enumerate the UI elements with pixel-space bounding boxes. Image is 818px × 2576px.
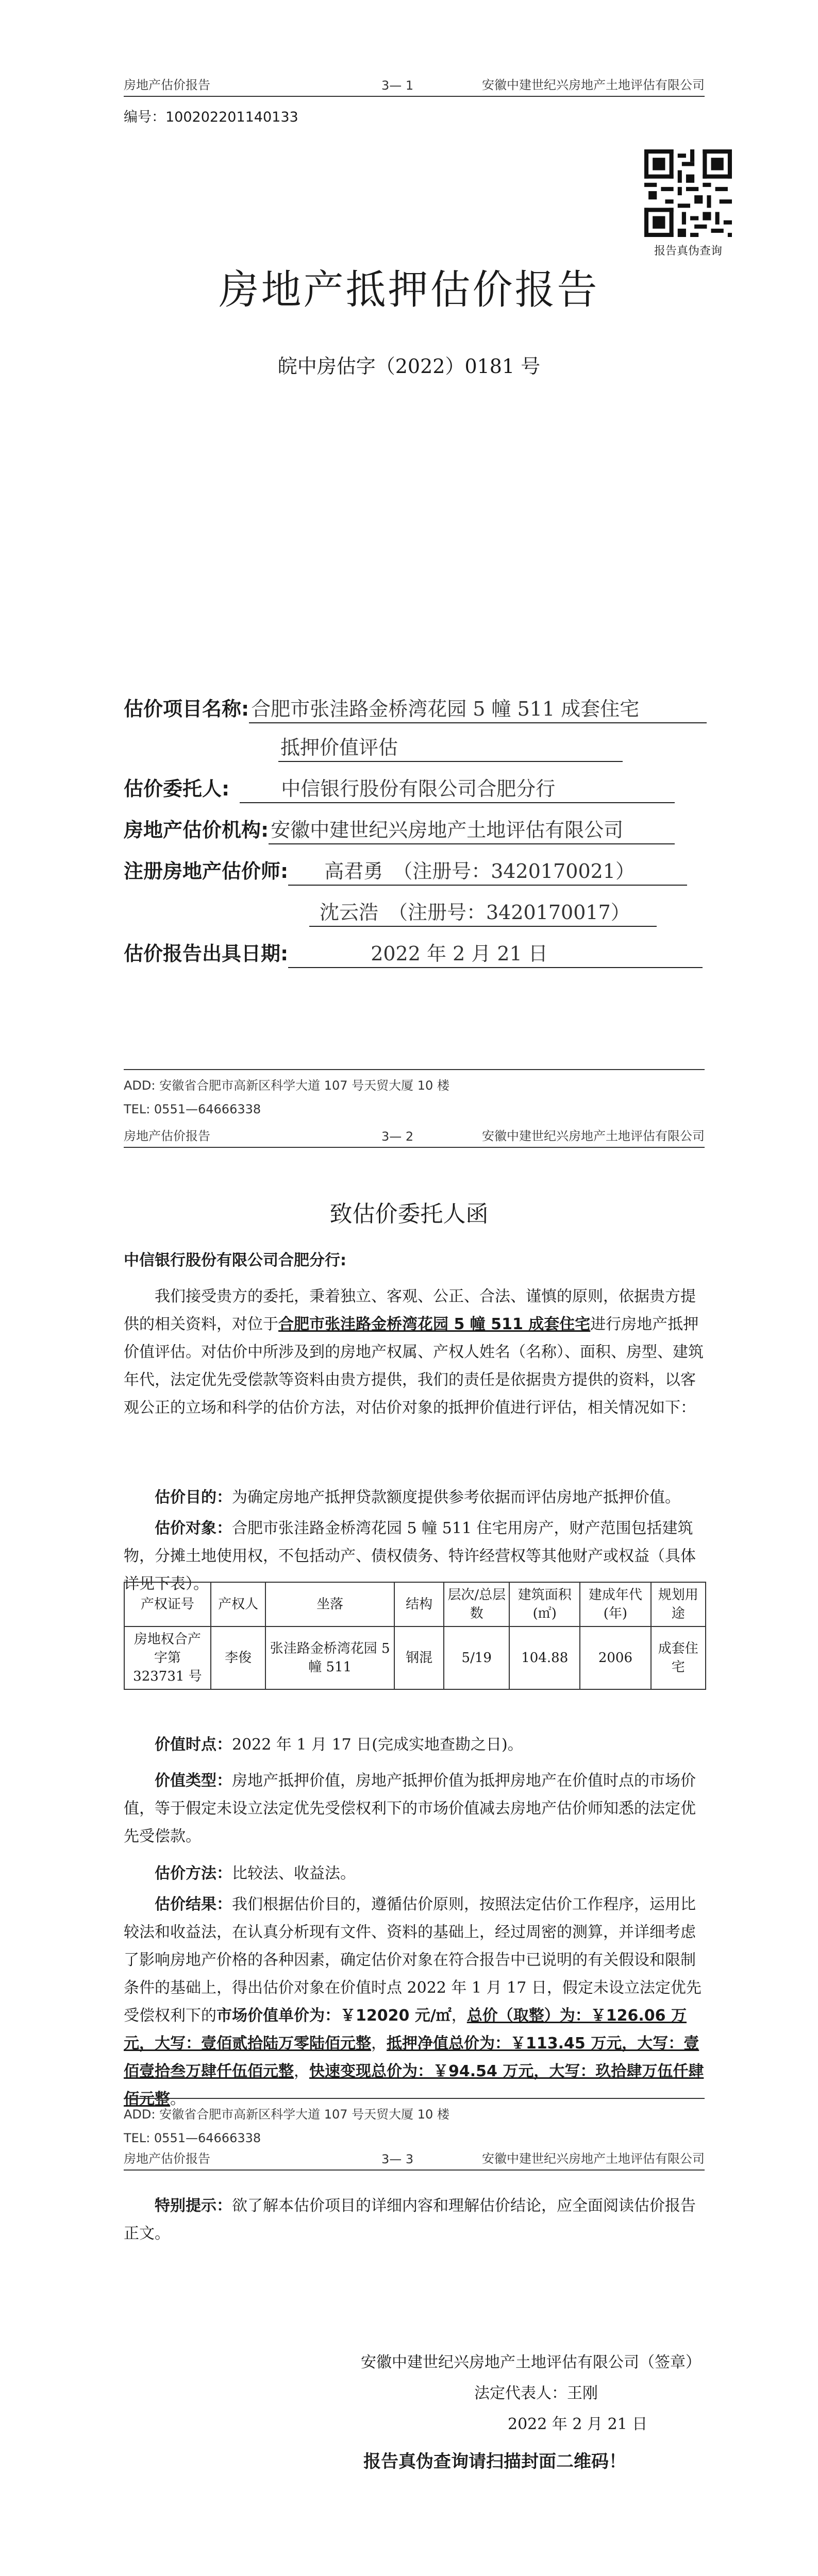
page-header — [124, 77, 705, 97]
table-header: 层次/总层数 — [444, 1582, 509, 1626]
purpose-paragraph — [124, 1484, 706, 1512]
table-cell: 2006 — [580, 1626, 650, 1689]
client-label: 估价委托人: — [124, 777, 230, 800]
issue-date-value: 2022 年 2 月 21 日 — [288, 938, 703, 968]
intro-text-a: 我们接受贵方的委托，秉着独立、客观、公正、合法、谨慎的原则，依据贵方提供的相关资料，对位于 — [124, 1287, 696, 1333]
table-header: 产权人 — [211, 1582, 265, 1626]
footer-tel: TEL: 0551—64666338 — [124, 2131, 261, 2145]
agency-label: 房地产估价机构: — [124, 819, 269, 841]
table-header: 规划用途 — [651, 1582, 706, 1626]
intro-text-c: 进行房地产抵押价值评估。对估价中所涉及到的房地产权属、产权人姓名（名称）、面积、房型、建筑年代，法定优先受偿款等资料由贵方提供，我们的责任是依据贵方提供的资料，以客观公正的立场和科学的估价方法，对估价对象的抵押价值进行评估，相关情况如下： — [124, 1315, 704, 1417]
table-cell: 5/19 — [444, 1626, 509, 1689]
recipient-name: 中信银行股份有限公司合肥分行: — [124, 1251, 346, 1269]
object-text: 合肥市张洼路金桥湾花园 5 幢 511 住宅用房产，财产范围包括建筑物，分摊土地使用权，不包括动产、债权债务、特许经营权等其他财产或权益（具体详见下表）。 — [124, 1519, 696, 1593]
project-name-value-2: 抵押价值评估 — [278, 732, 623, 762]
project-name-label: 估价项目名称: — [124, 698, 249, 720]
report-reference-number: 皖中房估字（2022）0181 号 — [277, 355, 541, 378]
signing-date: 2022 年 2 月 21 日 — [508, 2415, 648, 2433]
header-page-number: 3— 1 — [381, 78, 414, 93]
table-cell: 成套住宅 — [651, 1626, 706, 1689]
signing-company: 安徽中建世纪兴房地产土地评估有限公司（签章） — [361, 2353, 701, 2371]
qr-caption: 报告真伪查询 — [654, 245, 722, 258]
notice-paragraph — [124, 2192, 706, 2248]
verification-note: 报告真伪查询请扫描封面二维码！ — [363, 2451, 626, 2472]
header-page-number: 3— 3 — [381, 2152, 414, 2166]
table-cell: 李俊 — [211, 1626, 265, 1689]
method-paragraph — [124, 1860, 706, 1888]
result-net-value: 抵押净值总价为：￥113.45 万元，大写：壹佰壹拾叁万肆仟伍佰元整 — [124, 2035, 699, 2080]
intro-subject: 合肥市张洼路金桥湾花园 5 幢 511 成套住宅 — [278, 1315, 591, 1333]
header-right: 安徽中建世纪兴房地产土地评估有限公司 — [482, 78, 705, 92]
property-table — [124, 1582, 706, 1690]
page-footer — [124, 2098, 705, 2146]
report-title: 房地产抵押估价报告 — [219, 267, 599, 313]
cover-page — [0, 0, 818, 1128]
method-label: 估价方法： — [155, 1865, 232, 1883]
value-date-label: 价值时点： — [155, 1736, 232, 1754]
method-text: 比较法、收益法。 — [232, 1865, 356, 1883]
header-right: 安徽中建世纪兴房地产土地评估有限公司 — [482, 2151, 705, 2166]
footer-address: ADD: 安徽省合肥市高新区科学大道 107 号天贸大厦 10 楼 — [124, 2107, 449, 2122]
table-header: 建筑面积(㎡) — [509, 1582, 580, 1626]
footer-address: ADD: 安徽省合肥市高新区科学大道 107 号天贸大厦 10 楼 — [124, 1078, 449, 1093]
header-page-number: 3— 2 — [381, 1129, 414, 1144]
purpose-label: 估价目的： — [155, 1488, 232, 1506]
document-number: 编号：100202201140133 — [124, 109, 298, 125]
letter-title: 致估价委托人函 — [329, 1201, 489, 1227]
table-cell: 104.88 — [509, 1626, 580, 1689]
value-date-text: 2022 年 1 月 17 日(完成实地查勘之日)。 — [232, 1736, 523, 1754]
intro-paragraph — [124, 1283, 706, 1422]
table-cell: 房地权合产字第 323731 号 — [124, 1626, 211, 1689]
value-date-paragraph — [124, 1731, 706, 1759]
notice-label: 特别提示： — [155, 2197, 232, 2215]
table-header-row — [124, 1582, 706, 1626]
appraiser-2: 沈云浩 （注册号：3420170017） — [309, 896, 657, 927]
agency-row — [124, 814, 675, 844]
result-quick-sale: 快速变现总价为：￥94.54 万元，大写：玖拾肆万伍仟肆佰元整 — [124, 2062, 704, 2108]
table-header: 建成年代(年) — [580, 1582, 650, 1626]
footer-tel: TEL: 0551—64666338 — [124, 1102, 261, 1116]
issue-date-row — [124, 938, 703, 968]
appraiser-row-2 — [309, 896, 657, 927]
header-left: 房地产估价报告 — [124, 78, 210, 92]
page-header — [124, 2151, 705, 2171]
page-footer — [124, 1069, 705, 1117]
table-cell: 张洼路金桥湾花园 5 幢 511 — [265, 1626, 394, 1689]
header-left: 房地产估价报告 — [124, 2151, 210, 2166]
result-text: 我们根据估价目的，遵循估价原则，按照法定估价工作程序，运用比较法和收益法，在认真分析现有文件、资料的基础上，经过周密的测算，并详细考虑了影响房地产价格的各种因素，确定估价对象在符合报告中已说明的有关假设和限制条件的基础上，得出估价对象在价值时点 2022 年 1 月 17 日，假定未设立法定优先受偿权利下的 — [124, 1895, 702, 2025]
purpose-text: 为确定房地产抵押贷款额度提供参考依据而评估房地产抵押价值。 — [232, 1488, 680, 1506]
notice-text: 欲了解本估价项目的详细内容和理解估价结论，应全面阅读估价报告正文。 — [124, 2197, 696, 2243]
issue-date-label: 估价报告出具日期: — [124, 942, 289, 965]
result-unit-price: 市场价值单价为：￥12020 元/㎡ — [216, 2007, 452, 2025]
project-name-row-2 — [278, 732, 623, 762]
appraiser-label: 注册房地产估价师: — [124, 860, 289, 883]
project-name-row — [124, 693, 707, 723]
qr-code-icon[interactable] — [644, 149, 732, 237]
table-header: 结构 — [394, 1582, 444, 1626]
table-header: 坐落 — [265, 1582, 394, 1626]
value-type-text: 房地产抵押价值，房地产抵押价值为抵押房地产在价值时点的市场价值，等于假定未设立法定优先受偿权利下的市场价值减去房地产估价师知悉的法定优先受偿款。 — [124, 1772, 696, 1845]
appraiser-row — [124, 855, 687, 886]
value-type-label: 价值类型： — [155, 1772, 232, 1790]
client-row — [124, 773, 675, 803]
header-left: 房地产估价报告 — [124, 1129, 210, 1143]
appraiser-1: 高君勇 （注册号：3420170021） — [288, 855, 687, 886]
result-paragraph: 估价结果：我们根据估价目的，遵循估价原则，按照法定估价工作程序，运用比较法和收益法，在认真分析现有文件、资料的基础上，经过周密的测算，并详细考虑了影响房地产价格的各种因素，确定估价对象在符合报告中已说明的有关假设和限制条件的基础上，得出估价对象在价值时点 2022 年 1 月 17 日，假定未设立法定优先受偿权利下的市场价值单价为：￥12020 元/㎡，总价（取整）为：￥126.06 万元，大写：壹佰贰拾陆万零陆佰元整，抵押净值总价为：￥113.45 万元，大写：壹佰壹拾叁万肆仟伍佰元整，快速变现总价为：￥94.54 万元，大写：玖拾肆万伍仟肆佰元整。 — [124, 1895, 704, 2108]
page-header — [124, 1128, 705, 1148]
result-label: 估价结果： — [155, 1895, 232, 1913]
legal-representative: 法定代表人：王刚 — [474, 2384, 598, 2402]
letter-page — [0, 1128, 818, 2151]
letter-page-2 — [0, 2151, 818, 2576]
project-name-value: 合肥市张洼路金桥湾花园 5 幢 511 成套住宅 — [249, 693, 707, 723]
agency-value: 安徽中建世纪兴房地产土地评估有限公司 — [269, 814, 675, 844]
header-right: 安徽中建世纪兴房地产土地评估有限公司 — [482, 1129, 705, 1143]
table-cell: 钢混 — [394, 1626, 444, 1689]
object-label: 估价对象： — [155, 1519, 232, 1537]
value-type-paragraph — [124, 1767, 706, 1851]
table-row — [124, 1626, 706, 1689]
table-header: 产权证号 — [124, 1582, 211, 1626]
letter-recipient — [124, 1247, 706, 1275]
result-total-price: 总价（取整）为：￥126.06 万元，大写：壹佰贰拾陆万零陆佰元整 — [124, 2007, 687, 2053]
client-value: 中信银行股份有限公司合肥分行 — [240, 773, 675, 803]
